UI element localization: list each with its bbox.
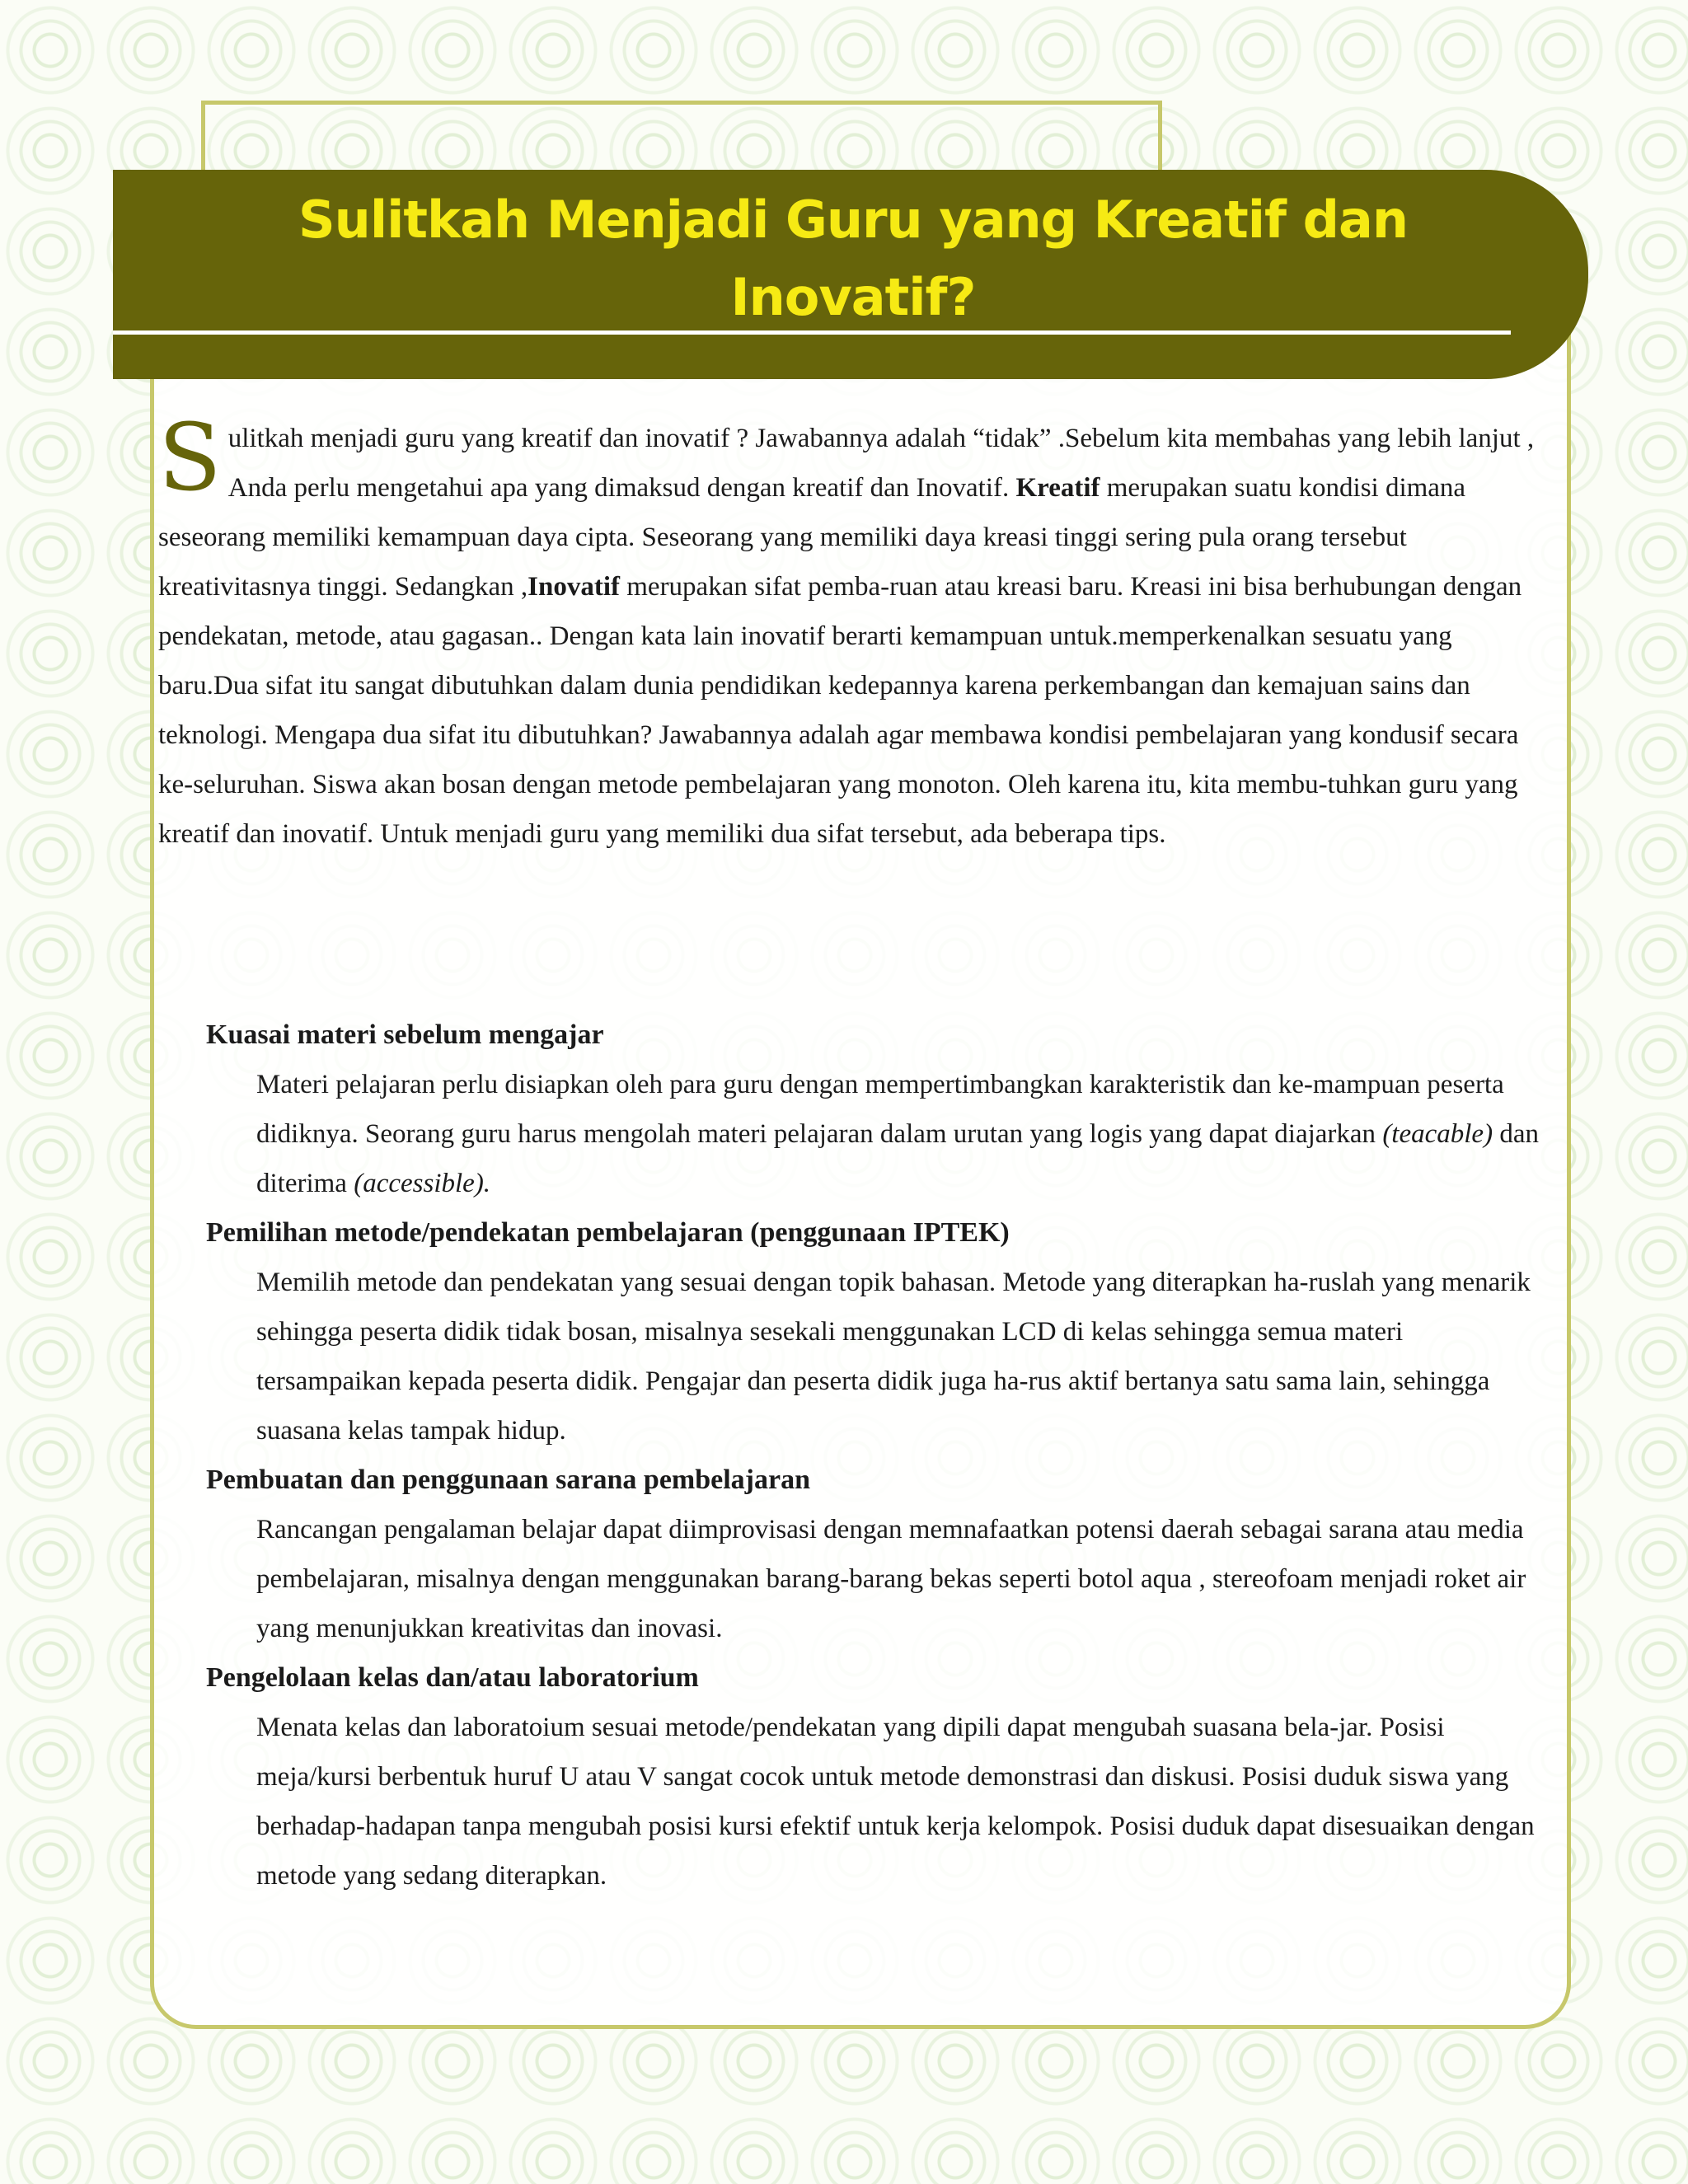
page-title — [113, 181, 1593, 336]
tip-heading: Kuasai materi sebelum mengajar — [206, 1019, 604, 1050]
intro-text-2: merupakan suatu kondisi dimana seseorang memiliki kemampuan daya cipta. Seseorang yang memiliki daya kreasi tinggi sering pula orang tersebut kreativitasnya tinggi. Sedangkan , — [158, 473, 1466, 602]
intro-text-1: ulitkah menjadi guru yang kreatif dan inovatif ? Jawabannya adalah “tidak” .Sebelum kita membahas yang lebih lanjut , Anda perlu mengetahui apa yang dimaksud dengan kreatif dan Inovatif. — [227, 424, 1535, 503]
tip-heading: Pemilihan metode/pendekatan pembelajaran (penggunaan IPTEK) — [206, 1217, 1010, 1248]
tip-item-metode — [206, 1208, 1554, 1455]
tip-item-kuasai-materi — [206, 1010, 1554, 1208]
tip-heading: Pengelolaan kelas dan/atau laboratorium — [206, 1662, 699, 1693]
term-accessible: (accessible). — [354, 1169, 491, 1198]
term-inovatif: Inovatif — [528, 572, 620, 602]
tip-body-text: Materi pelajaran perlu disiapkan oleh para guru dengan mempertimbangkan karakteristik dan ke-mampuan peserta didiknya. Seorang guru harus mengolah materi pelajaran dalam urutan yang logis yang dapat diajarkan — [256, 1070, 1504, 1149]
page-title-line-2: Inovatif? — [730, 267, 976, 327]
tip-heading: Pembuatan dan penggunaan sarana pembelajaran — [206, 1465, 811, 1495]
tip-item-kelas — [206, 1653, 1554, 1900]
tip-body: Memilih metode dan pendekatan yang sesuai dengan topik bahasan. Metode yang diterapkan ha-ruslah yang menarik sehingga peserta didik tidak bosan, misalnya sesekali menggunakan LCD di kelas sehingga semua materi tersampaikan kepada peserta didik. Pengajar dan peserta didik juga ha-rus aktif bertanya satu sama lain, sehingga suasana kelas tampak hidup. — [256, 1268, 1531, 1446]
tip-body — [256, 1060, 1554, 1208]
term-kreatif: Kreatif — [1015, 473, 1100, 503]
intro-text-3: merupakan sifat pemba-ruan atau kreasi baru. Kreasi ini bisa berhubungan dengan pendekatan, metode, atau gagasan.. Dengan kata lain inovatif berarti kemampuan untuk.memperkenalkan sesuatu yang baru.Dua sifat itu sangat dibutuhkan dalam dunia pendidikan kedepannya karena perkembangan dan kemajuan sains dan teknologi. Mengapa dua sifat itu dibutuhkan? Jawabannya adalah agar membawa kondisi pembelajaran yang kondusif secara ke-seluruhan. Siswa akan bosan dengan metode pembelajaran yang monoton. Oleh karena itu, kita membu-tuhkan guru yang kreatif dan inovatif. Untuk menjadi guru yang memiliki dua sifat tersebut, ada beberapa tips. — [158, 572, 1522, 849]
tip-body: Rancangan pengalaman belajar dapat diimprovisasi dengan memnafaatkan potensi daerah sebagai sarana atau media pembelajaran, misalnya dengan menggunakan barang-barang bekas seperti botol aqua , stereofoam menjadi roket air yang menunjukkan kreativitas dan inovasi. — [256, 1515, 1526, 1643]
intro-paragraph — [158, 405, 1553, 859]
term-teacable: (teacable) — [1382, 1119, 1493, 1149]
drop-cap: S — [158, 405, 222, 512]
tip-body: Menata kelas dan laboratoium sesuai metode/pendekatan yang dipili dapat mengubah suasana bela-jar. Posisi meja/kursi berbentuk huruf U atau V sangat cocok untuk metode demonstrasi dan diskusi. Posisi duduk siswa yang berhadap-hadapan tanpa mengubah posisi kursi efektif untuk kerja kelompok. Posisi duduk dapat disesuaikan dengan metode yang sedang diterapkan. — [256, 1713, 1535, 1891]
tip-body-text: dan diterima — [256, 1119, 1539, 1198]
tips-list — [206, 1010, 1554, 1900]
page-title-line-1: Sulitkah Menjadi Guru yang Kreatif dan — [298, 190, 1408, 250]
tip-item-sarana — [206, 1455, 1554, 1653]
